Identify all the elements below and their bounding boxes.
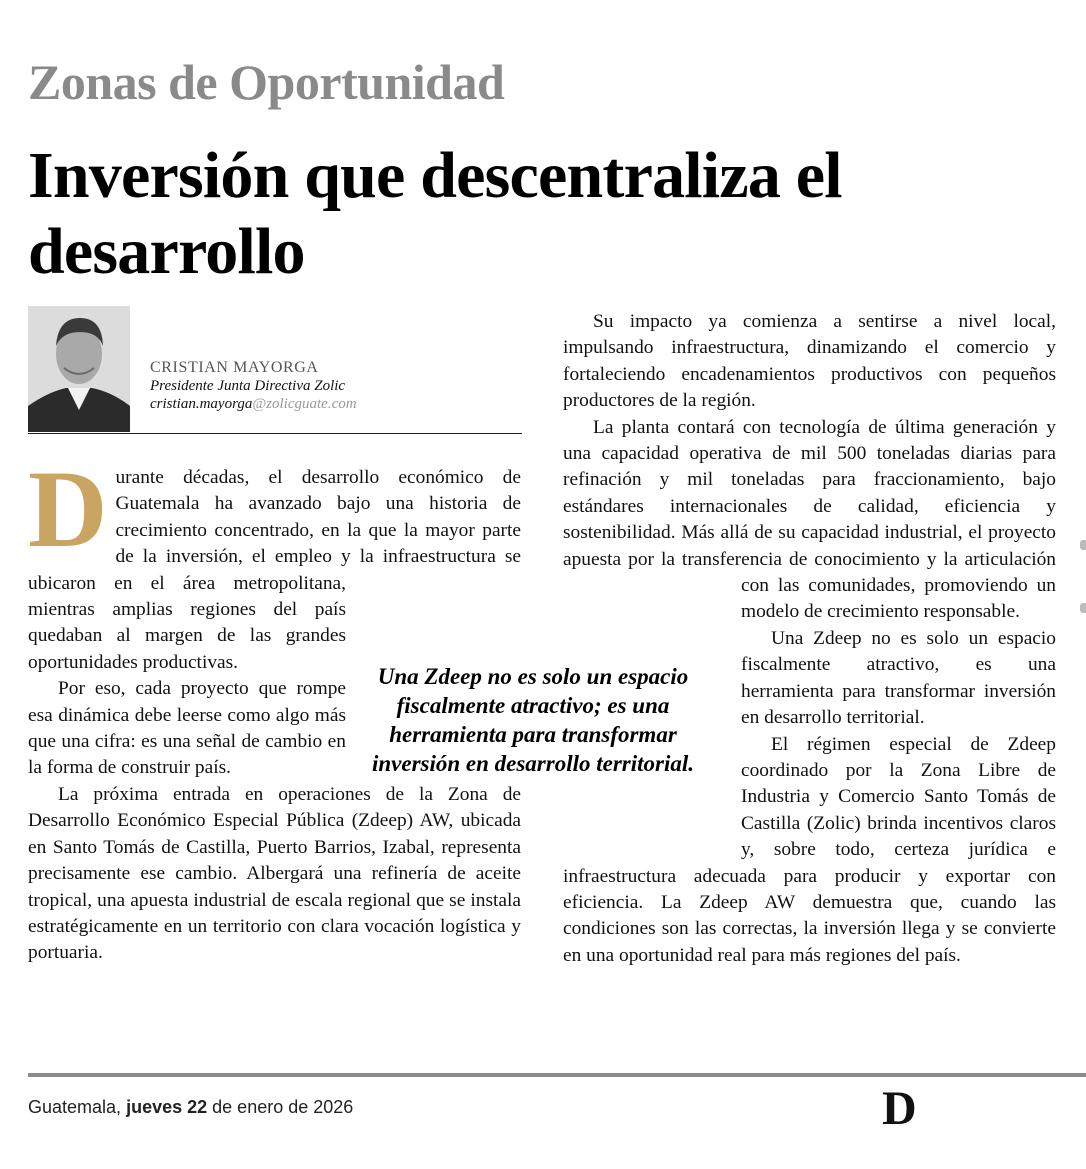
newspaper-logo-icon [878, 1080, 926, 1130]
section-kicker: Zonas de Oportunidad [28, 54, 505, 110]
logo-letter: D [882, 1082, 917, 1130]
author-name: CRISTIAN MAYORGA [150, 359, 319, 376]
page-edge-mark [1080, 540, 1086, 550]
email-user: cristian.mayorga [150, 396, 253, 412]
paragraph: Su impacto ya comienza a sentirse a nivel local, impulsando infraestructura, dinamizando el comercio y fortaleciendo encadenamientos productivos con pequeños productores de la región. [563, 311, 1056, 412]
author-email[interactable] [150, 395, 357, 413]
paragraph: El régimen especial de Zdeep coordinado por la Zona Libre de Industria y Comercio Santo Tomás de Castilla (Zolic) brinda incentivos claros y, sobre todo, certeza jurídica e infraestructura adecuada para producir y exportar con eficiencia. La Zdeep AW demuestra que, cuando las condiciones son las correctas, la inversión llega y se convierte en una oportunidad real para más regiones del país. [563, 733, 1056, 966]
author-byline [28, 306, 522, 434]
author-portrait-icon [28, 306, 130, 432]
footer-rule [28, 1073, 1086, 1077]
author-role: Presidente Junta Directiva Zolic [150, 378, 346, 394]
pull-quote: Una Zdeep no es solo un espacio fiscalmente atractivo; es una herramienta para transformar inversión en desarrollo territorial. [371, 664, 695, 776]
author-photo [28, 306, 130, 432]
paragraph: Por eso, cada proyecto que rompe esa dinámica debe leerse como algo más que una cifra: es una señal de cambio en la forma de construir país. [28, 678, 346, 779]
email-domain: @zolicguate.com [252, 396, 357, 412]
footer-weekday: jueves 22 [126, 1097, 208, 1117]
paragraph: Una Zdeep no es solo un espacio fiscalmente atractivo, es una herramienta para transformar inversión en desarrollo territorial. [741, 627, 1056, 729]
headline: Inversión que descentraliza el desarrollo [28, 139, 842, 288]
paragraph: La próxima entrada en operaciones de la Zona de Desarrollo Económico Especial Pública (Zdeep) AW, ubicada en Santo Tomás de Castilla, Puerto Barrios, Izabal, representa precisamente ese cambio. Albergará una refinería de aceite tropical, una apuesta industrial de escala regional que se instala estratégicamente en un territorio con clara vocación logística y portuaria. [28, 783, 521, 964]
footer-city: Guatemala, [28, 1097, 122, 1117]
paragraph: urante décadas, el desarrollo económico de Guatemala ha avanzado bajo una historia de crecimiento concentrado, en la que la mayor parte de la inversión, el empleo y la infraestructura se ubicaron en el área metropolitana, mientras amplias regiones del país quedaban al margen de las grandes oportunidades productivas. [28, 467, 521, 673]
paragraph: La planta contará con tecnología de última generación y una capacidad operativa de mil 500 toneladas diarias para refinación y mil toneladas para fraccionamiento, bajo estándares internacionales de calidad, eficiencia y sostenibilidad. Más allá de su capacidad industrial, el proyecto apuesta por la transferencia de conocimiento y la articulación con las comunidades, promoviendo un modelo de crecimiento responsable. [563, 416, 1056, 623]
article-column-right [563, 309, 1056, 969]
drop-cap: D [28, 448, 108, 570]
footer-date [28, 1097, 353, 1118]
footer-month-year: de enero de 2026 [212, 1097, 354, 1117]
page-edge-mark [1080, 603, 1086, 613]
